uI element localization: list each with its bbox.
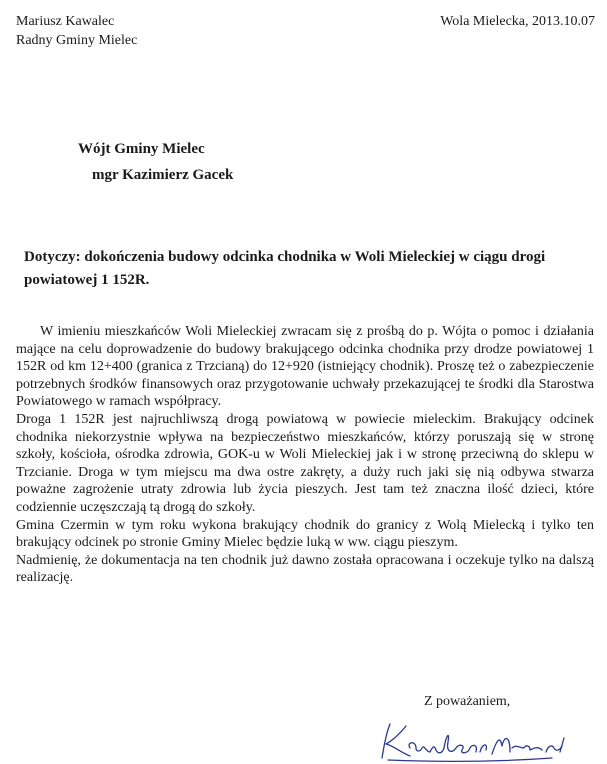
subject-line: Dotyczy: dokończenia budowy odcinka chodnika w Woli Mieleckiej w ciągu drogi powiatowej 1 152R. bbox=[24, 249, 546, 288]
handwritten-signature bbox=[376, 718, 576, 764]
sender-name: Mariusz Kawalec bbox=[16, 14, 115, 29]
recipient-line-2: mgr Kazimierz Gacek bbox=[92, 167, 234, 183]
body-paragraph-3: Gmina Czermin w tym roku wykona brakujący chodnik do granicy z Wolą Mielecką i tylko ten brakujący odcinek po stronie Gminy Mielec będzie luką w ww. ciągu pieszym. bbox=[16, 517, 594, 551]
body-paragraph-2: Droga 1 152R jest najruchliwszą drogą powiatową w powiecie mieleckim. Brakujący odcinek chodnika niekorzystnie wpływa na bezpieczeństwo mieszkańców, którzy poruszają się w stronę szkoły, kościoła, ośrodka zdrowia, GOK-u w Woli Mieleckiej jak i w stronę przeciwną do sklepu w Trzcianie. Droga w tym miejscu ma dwa ostre zakręty, a duży ruch jaki się nią odbywa stwarza poważne zagrożenie utraty zdrowia lub życia pieszych. Jest tam też znaczna ilość dzieci, które codziennie uczęszczają tą drogą do szkoły. bbox=[16, 411, 594, 515]
recipient-block bbox=[78, 136, 233, 188]
body-paragraph-1: W imieniu mieszkańców Woli Mieleckiej zwracam się z prośbą do p. Wójta o pomoc i działania mające na celu doprowadzenie do budowy brakującego odcinka chodnika przy drodze powiatowej 1 152R od km 12+400 (granica z Trzcianą) do 12+920 (istniejący chodnik). Proszę też o zabezpieczenie potrzebnych środków finansowych oraz przygotowanie uchwały przekazującej te środki dla Starostwa Powiatowego w ramach współpracy. bbox=[16, 324, 594, 410]
closing-salutation: Z poważaniem, bbox=[424, 694, 511, 709]
letter-body bbox=[16, 323, 594, 587]
body-paragraph-4: Nadmienię, że dokumentacja na ten chodnik już dawno została opracowana i oczekuje tylko na dalszą realizację. bbox=[16, 552, 594, 586]
sender-title: Radny Gminy Mielec bbox=[16, 33, 138, 48]
recipient-line-1: Wójt Gminy Mielec bbox=[78, 141, 205, 157]
place-date: Wola Mielecka, 2013.10.07 bbox=[440, 14, 595, 29]
sender-block bbox=[16, 12, 137, 50]
